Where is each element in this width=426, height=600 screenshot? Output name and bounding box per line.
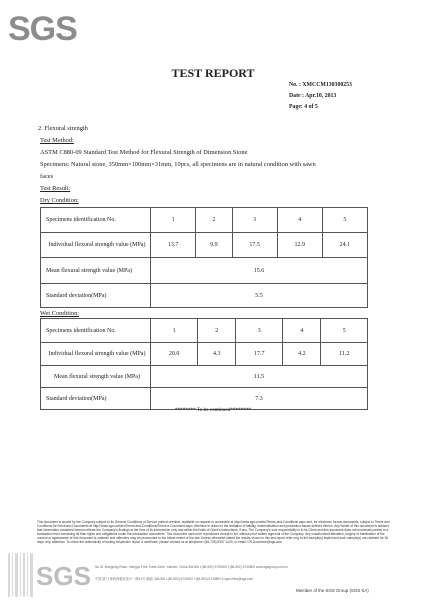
table-row: [41, 284, 368, 308]
sd-value: 5.5: [151, 284, 368, 308]
wet-condition-table: [40, 318, 368, 410]
row-label-sd: Standard deviation(MPa): [41, 388, 151, 410]
table-cell: 24.1: [322, 233, 367, 258]
report-title: TEST REPORT: [171, 66, 255, 80]
table-cell: 1: [151, 208, 196, 233]
report-date: Date : Apr.10, 2013: [289, 93, 337, 99]
table-cell: 11.2: [321, 343, 368, 366]
table-row: [41, 258, 368, 284]
table-cell: 5: [321, 319, 368, 343]
table-cell: 4.3: [198, 343, 236, 366]
table-cell: 5: [322, 208, 367, 233]
row-label-ids: Specimens identification No.: [41, 319, 151, 343]
table-row: [41, 343, 368, 366]
section-heading: 2. Flexural strength: [38, 125, 88, 132]
test-method-text: ASTM C880-09 Standard Test Method for Flexural Strength of Dimension Stone: [40, 149, 248, 156]
row-label-ids: Specimens identification No.: [41, 208, 151, 233]
table-cell: 1: [151, 319, 198, 343]
test-method-label: Test Method:: [40, 137, 74, 144]
footer-address-cn: 中国·厦门·象屿保税区象兴一路31号 邮编: 361006 t (86-592) 5730000 f (86-592) 5730800 e sgs.china@sgs.com: [95, 577, 254, 581]
report-page: Page: 4 of 5: [289, 104, 318, 110]
table-cell: 9.9: [196, 233, 232, 258]
wet-condition-label: Wet Condition:: [40, 310, 80, 317]
table-cell: 4: [277, 208, 322, 233]
specimens-line-1: Specimens: Natural stone, 350mm×100mm×31mm, 10pcs, all specimens are in natural condition with sawn: [40, 161, 316, 168]
disclaimer-text: This document is issued by the Company subject to its General Conditions of Service printed overleaf, available on request or accessible at http://www.sgs.com/en/Terms-and-Conditions.aspx and, for electronic format documents, subject to Terms and Conditions for Electronic Documents at http://www.sgs.com/en/Terms-and-Conditions/Terms-e-Document.aspx. Attention is drawn to the limitation of liability, indemnification and jurisdiction issues defined therein. Any holder of this document is advised that information contained hereon reflects the Company's findings at the time of its intervention only and within the limits of Client's instructions, if any. The Company's sole responsibility is to its Client and this document does not exonerate parties to a transaction from exercising all their rights and obligations under the transaction documents. This document cannot be reproduced except in full, without prior written approval of the Company. Any unauthorized alteration, forgery or falsification of the content or appearance of this document is unlawful and offenders may be prosecuted to the fullest extent of the law. Unless otherwise stated the results shown in this test report refer only to the sample(s) tested and such sample(s) are retained for 30 days only. Attention: To check the authenticity of testing /inspection report & certificate, please contact us at telephone: (86-755) 8307 1443, or email: CN.Doccheck@sgs.com: [37, 520, 390, 545]
table-row: [41, 366, 368, 388]
dry-condition-table: [40, 207, 368, 308]
continued-note: ******** To be continued********: [174, 407, 252, 413]
sgs-logo-text: SGS: [8, 10, 77, 48]
mean-value: 15.6: [151, 258, 368, 284]
table-row: [41, 233, 368, 258]
table-cell: 2: [198, 319, 236, 343]
row-label-values: Individual flexural strength value (MPa): [41, 343, 151, 366]
sgs-logo: [8, 10, 98, 48]
table-row: [41, 208, 368, 233]
table-cell: 17.7: [236, 343, 283, 366]
table-cell: 13.7: [151, 233, 196, 258]
table-cell: 4: [283, 319, 321, 343]
row-label-mean: Mean flexural strength value (MPa): [41, 366, 151, 388]
test-result-label: Test Result:: [40, 185, 71, 192]
table-row: [41, 319, 368, 343]
footer-address-en: No.31 Xiangxing Road, Xiangyu Free Trade Zone, Xiamen, China 361006 t (86-592) 5730000 f (86-592) 5730800 www.sgsgroup.com.cn: [95, 565, 288, 569]
footer-member: Member of the SGS Group (SGS SA): [296, 588, 369, 593]
table-cell: 2: [196, 208, 232, 233]
mean-value: 11.5: [151, 366, 368, 388]
table-cell: 20.0: [151, 343, 198, 366]
table-cell: 3: [236, 319, 283, 343]
report-number: No. : XMCCM130300253: [289, 82, 352, 88]
sd-value: 7.3: [151, 388, 368, 410]
dry-condition-label: Dry Condition:: [40, 197, 79, 204]
sgs-footer-logo-icon: [8, 553, 98, 597]
row-label-sd: Standard deviation(MPa): [41, 284, 151, 308]
row-label-mean: Mean flexural strength value (MPa): [41, 258, 151, 284]
row-label-values: Individual flexural strength value (MPa): [41, 233, 151, 258]
table-cell: 3: [232, 208, 277, 233]
specimens-line-2: faces: [40, 173, 54, 180]
table-cell: 4.2: [283, 343, 321, 366]
table-cell: 17.5: [232, 233, 277, 258]
table-cell: 12.9: [277, 233, 322, 258]
svg-text:SGS: SGS: [36, 561, 91, 591]
